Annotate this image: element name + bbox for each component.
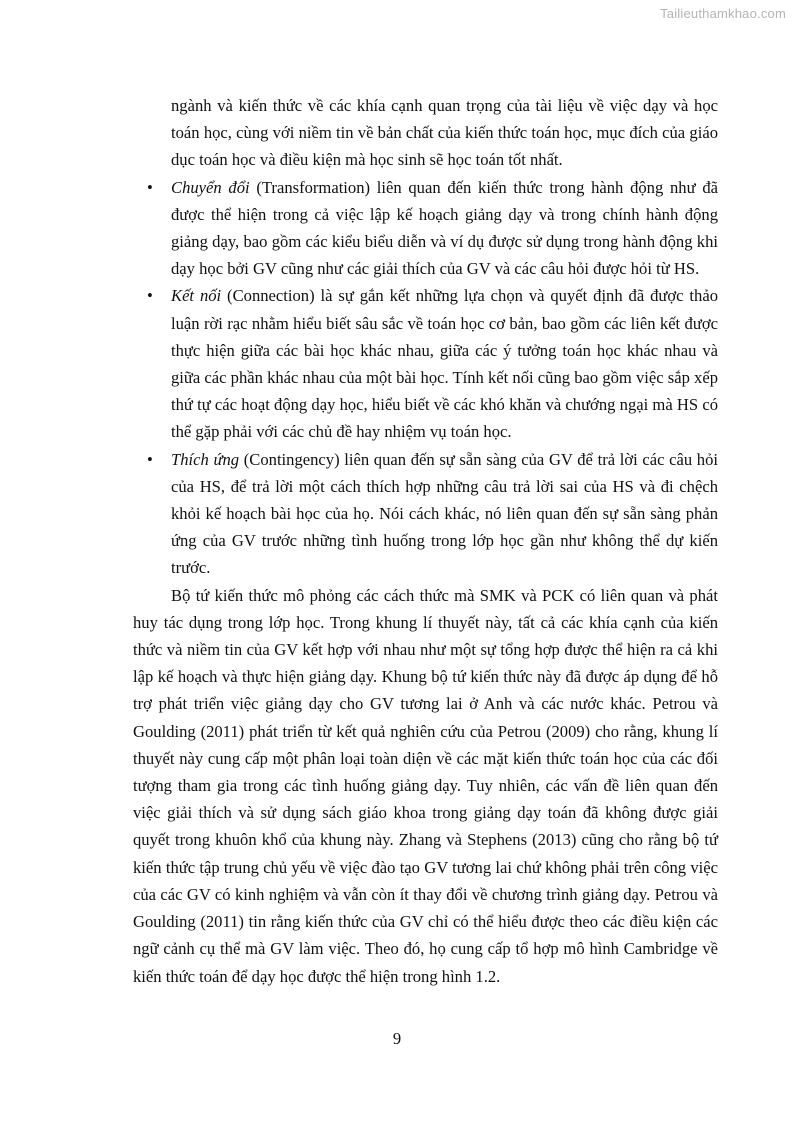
bullet-item-contingency (133, 446, 718, 582)
bullet-term: Kết nối (171, 286, 222, 306)
document-body (133, 92, 718, 990)
bullet-item-connection (133, 282, 718, 445)
page-number: 9 (392, 1029, 402, 1048)
bullet-list (133, 174, 718, 582)
bullet-text: (Transformation) liên quan đến kiến thức trong hành động như đã được thể hiện trong cả việc lập kế hoạch giảng dạy và trong chính hành động giảng dạy, bao gồm các kiểu biểu diễn và ví dụ được sử dụng trong hành động khi dạy học bởi GV cũng như các giải thích của GV và các câu hỏi được hỏi từ HS. (171, 177, 718, 279)
bullet-term: Chuyển đổi (171, 177, 250, 197)
body-paragraph: Bộ tứ kiến thức mô phỏng các cách thức mà SMK và PCK có liên quan và phát huy tác dụng trong lớp học. Trong khung lí thuyết này, tất cả các khía cạnh của kiến thức và niềm tin của GV kết hợp với nhau như một sự tổng hợp được thể hiện ra cả khi lập kế hoạch và thực hiện giảng dạy. Khung bộ tứ kiến thức này đã được áp dụng để hỗ trợ phát triển việc giảng dạy cho GV tương lai ở Anh và các nước khác. Petrou và Goulding (2011) phát triển từ kết quả nghiên cứu của Petrou (2009) cho rằng, khung lí thuyết này cung cấp một phân loại toàn diện về các mặt kiến thức toán học của các đối tượng tham gia trong các tình huống giảng dạy. Tuy nhiên, các vấn đề liên quan đến việc giải thích và sử dụng sách giáo khoa trong giảng dạy toán đã không được giải quyết trong khuôn khổ của khung này. Zhang và Stephens (2013) cũng cho rằng bộ tứ kiến thức tập trung chủ yếu về việc đào tạo GV tương lai chứ không phải trên công việc của các GV có kinh nghiệm và vẫn còn ít thay đổi về chương trình giảng dạy. Petrou và Goulding (2011) tin rằng kiến thức của GV chỉ có thể hiểu được theo các điều kiện các ngữ cảnh cụ thể mà GV làm việc. Theo đó, họ cung cấp tổ hợp mô hình Cambridge về kiến thức toán để dạy học được thể hiện trong hình 1.2. (133, 585, 718, 986)
bullet-text: (Connection) là sự gắn kết những lựa chọn và quyết định đã được thảo luận rời rạc nhằm hiểu biết sâu sắc về toán học cơ bản, bao gồm các liên kết được thực hiện giữa các bài học khác nhau, giữa các ý tưởng toán học khác nhau và giữa các phần khác nhau của một bài học. Tính kết nối cũng bao gồm việc sắp xếp thứ tự các hoạt động dạy học, hiểu biết về các khó khăn và chướng ngại mà HS có thể gặp phải với các chủ đề hay nhiệm vụ toán học. (171, 286, 718, 442)
bullet-item-transformation (133, 174, 718, 283)
bullet-text: (Contingency) liên quan đến sự sẵn sàng của GV để trả lời các câu hỏi của HS, để trả lời một cách thích hợp những câu trả lời sai của HS và đi chệch khỏi kế hoạch bài học của họ. Nói cách khác, nó liên quan đến sự sẵn sàng phản ứng của GV trước những tình huống trong lớp học gần như không thể dự kiến trước. (171, 449, 719, 578)
bullet-icon: • (147, 286, 153, 306)
bullet-icon: • (147, 177, 153, 197)
intro-continuation: ngành và kiến thức về các khía cạnh quan trọng của tài liệu về việc dạy và học toán học, cùng với niềm tin về bản chất của kiến thức toán học, mục đích của giáo dục toán học và điều kiện mà học sinh sẽ học toán tốt nhất. (171, 96, 718, 170)
watermark: Tailieuthamkhao.com (660, 6, 786, 21)
bullet-icon: • (147, 449, 153, 469)
bullet-term: Thích ứng (171, 449, 240, 469)
